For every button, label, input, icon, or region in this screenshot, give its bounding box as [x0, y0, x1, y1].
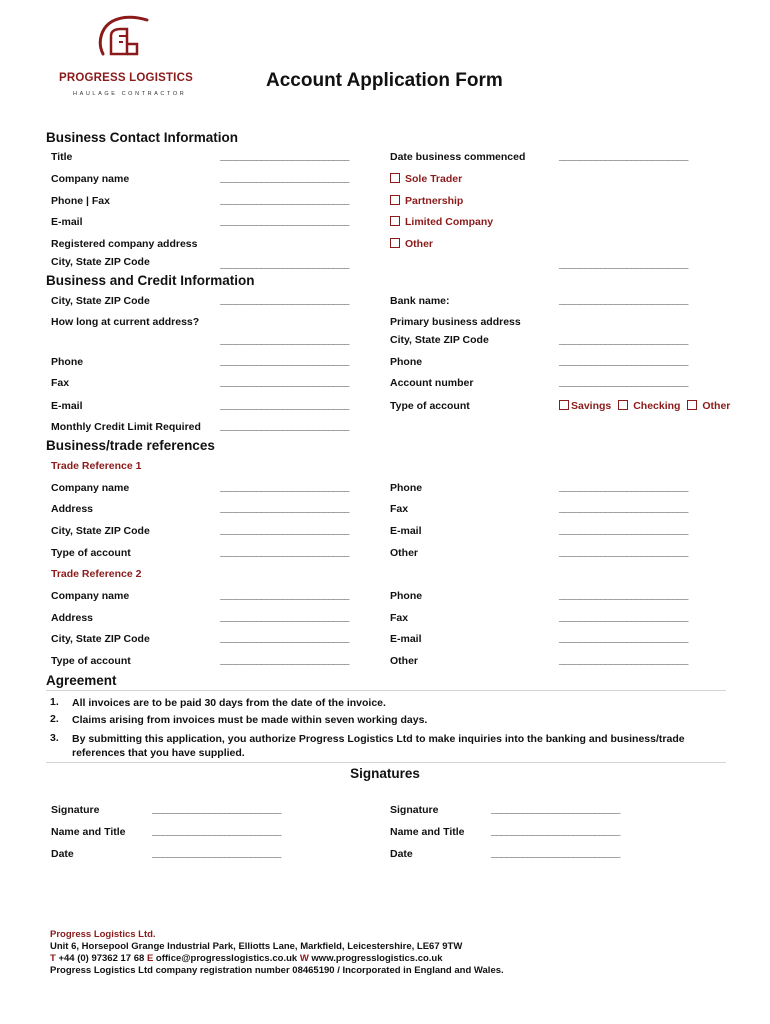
label-signature-left: Signature [51, 804, 100, 816]
brand-name: PROGRESS LOGISTICS [59, 72, 193, 84]
checkbox-other[interactable] [390, 238, 433, 250]
label-ref1-type: Type of account [51, 547, 131, 559]
field-credit-email[interactable]: _________________________ [220, 400, 350, 411]
checkbox-label: Partnership [405, 195, 464, 207]
field-ref1-type[interactable]: _________________________ [220, 547, 350, 558]
label-ref1-phone: Phone [390, 482, 423, 494]
section-credit-heading: Business and Credit Information [46, 273, 255, 288]
brand-tagline: HAULAGE CONTRACTOR [73, 91, 187, 97]
field-ref1-other[interactable]: _________________________ [559, 547, 689, 558]
field-ref2-address[interactable]: _________________________ [220, 612, 350, 623]
field-name-title-right[interactable]: _________________________ [491, 826, 621, 837]
agreement-text-1: All invoices are to be paid 30 days from the date of the invoice. [72, 697, 386, 709]
field-signature-right[interactable]: _________________________ [491, 804, 621, 815]
label-company-name: Company name [51, 173, 130, 185]
field-credit-city[interactable]: _________________________ [220, 295, 350, 306]
truck-logo-icon [93, 14, 153, 60]
trade-reference-1-heading: Trade Reference 1 [51, 460, 142, 472]
checkbox-icon [618, 400, 628, 410]
label-ref2-phone: Phone [390, 590, 423, 602]
field-email[interactable]: _________________________ [220, 216, 350, 227]
label-type-of-account: Type of account [390, 400, 470, 412]
checkbox-icon [390, 195, 400, 205]
field-ref1-address[interactable]: _________________________ [220, 503, 350, 514]
label-ref2-fax: Fax [390, 612, 409, 624]
field-account-number[interactable]: _________________________ [559, 377, 689, 388]
label-bank-name: Bank name: [390, 295, 450, 307]
label-phone-fax: Phone | Fax [51, 195, 110, 207]
field-name-title-left[interactable]: _________________________ [152, 826, 282, 837]
label-ref1-city: City, State ZIP Code [51, 525, 150, 537]
field-ref2-city[interactable]: _________________________ [220, 633, 350, 644]
label-date-right: Date [390, 848, 413, 860]
field-company-name[interactable]: _________________________ [220, 173, 350, 184]
label-email: E-mail [51, 216, 83, 228]
footer-phone-label: T [50, 953, 56, 964]
agreement-divider [46, 690, 726, 691]
label-credit-phone: Phone [51, 356, 84, 368]
field-date-commenced[interactable]: _________________________ [559, 151, 689, 162]
label-signature-right: Signature [390, 804, 439, 816]
checkbox-icon [390, 173, 400, 183]
footer-company: Progress Logistics Ltd. [50, 929, 156, 940]
field-ref1-city[interactable]: _________________________ [220, 525, 350, 536]
field-ref2-phone[interactable]: _________________________ [559, 590, 689, 601]
field-title[interactable]: _________________________ [220, 151, 350, 162]
checkbox-checking[interactable] [618, 400, 680, 412]
section-references-heading: Business/trade references [46, 438, 215, 453]
field-ref2-type[interactable]: _________________________ [220, 655, 350, 666]
label-ref1-other: Other [390, 547, 419, 559]
field-bank-phone[interactable]: _________________________ [559, 356, 689, 367]
label-ref2-type: Type of account [51, 655, 131, 667]
footer-website[interactable]: www.progresslogistics.co.uk [308, 953, 443, 964]
field-phone-fax[interactable]: _________________________ [220, 195, 350, 206]
footer-address: Unit 6, Horsepool Grange Industrial Park, Elliotts Lane, Markfield, Leicestershire, LE67 9TW [50, 941, 463, 952]
label-credit-fax: Fax [51, 377, 70, 389]
checkbox-label: Other [702, 400, 731, 412]
checkbox-icon [390, 216, 400, 226]
label-name-title-left: Name and Title [51, 826, 126, 838]
agreement-text-3: By submitting this application, you authorize Progress Logistics Ltd to make inquiries into the banking and business/trade references that you have supplied. [72, 733, 685, 759]
section-agreement-heading: Agreement [46, 673, 117, 688]
agreement-text-2: Claims arising from invoices must be made within seven working days. [72, 714, 428, 726]
section-signatures-heading: Signatures [350, 766, 420, 781]
footer-registration: Progress Logistics Ltd company registration number 08465190 / Incorporated in England and Wales. [50, 965, 504, 976]
checkbox-partnership[interactable] [390, 195, 463, 207]
field-credit-fax[interactable]: _________________________ [220, 377, 350, 388]
section-contact-heading: Business Contact Information [46, 130, 239, 145]
label-ref1-email: E-mail [390, 525, 422, 537]
footer-email[interactable]: office@progresslogistics.co.uk [153, 953, 300, 964]
label-date-commenced: Date business commenced [390, 151, 526, 163]
field-date-right[interactable]: _________________________ [491, 848, 621, 859]
company-logo [55, 14, 195, 104]
label-ref2-city: City, State ZIP Code [51, 633, 150, 645]
field-date-left[interactable]: _________________________ [152, 848, 282, 859]
checkbox-label: Checking [633, 400, 681, 412]
label-ref1-address: Address [51, 503, 94, 515]
signatures-divider [46, 762, 726, 763]
page-title: Account Application Form [266, 70, 503, 91]
footer-contact [50, 953, 443, 964]
label-registered-address: Registered company address [51, 238, 198, 250]
field-ref1-company[interactable]: _________________________ [220, 482, 350, 493]
label-title: Title [51, 151, 73, 163]
checkbox-other-account[interactable] [687, 400, 730, 412]
field-registered-address[interactable]: _________________________ [220, 259, 350, 270]
field-ref2-company[interactable]: _________________________ [220, 590, 350, 601]
label-primary-address: Primary business address [390, 316, 521, 328]
field-ref1-fax[interactable]: _________________________ [559, 503, 689, 514]
checkbox-icon [559, 400, 569, 410]
label-how-long: How long at current address? [51, 316, 200, 328]
checkbox-savings[interactable] [559, 400, 611, 412]
label-ref1-fax: Fax [390, 503, 409, 515]
agreement-num-2: 2. [50, 713, 59, 725]
label-credit-email: E-mail [51, 400, 83, 412]
checkbox-icon [390, 238, 400, 248]
checkbox-label: Other [405, 238, 434, 250]
field-credit-phone[interactable]: _________________________ [220, 356, 350, 367]
checkbox-label: Sole Trader [405, 173, 463, 185]
label-ref2-company: Company name [51, 590, 130, 602]
field-other-type[interactable]: _________________________ [559, 259, 689, 270]
label-city-state-zip: City, State ZIP Code [51, 256, 150, 268]
label-credit-city: City, State ZIP Code [51, 295, 150, 307]
field-signature-left[interactable]: _________________________ [152, 804, 282, 815]
agreement-num-3: 3. [50, 732, 59, 744]
checkbox-icon [687, 400, 697, 410]
checkbox-label: Savings [571, 400, 612, 412]
label-name-title-right: Name and Title [390, 826, 465, 838]
field-ref2-email[interactable]: _________________________ [559, 633, 689, 644]
label-ref2-email: E-mail [390, 633, 422, 645]
label-credit-limit: Monthly Credit Limit Required [51, 421, 201, 433]
checkbox-sole-trader[interactable] [390, 173, 462, 185]
label-account-number: Account number [390, 377, 474, 389]
field-primary-address[interactable]: _________________________ [559, 335, 689, 346]
account-type-options [559, 400, 730, 412]
footer-phone: +44 (0) 97362 17 68 [55, 953, 147, 964]
label-date-left: Date [51, 848, 74, 860]
field-ref1-phone[interactable]: _________________________ [559, 482, 689, 493]
agreement-num-1: 1. [50, 696, 59, 708]
label-ref1-company: Company name [51, 482, 130, 494]
footer-web-label: W [299, 953, 309, 964]
field-bank-name[interactable]: _________________________ [559, 295, 689, 306]
label-bank-phone: Phone [390, 356, 423, 368]
label-credit-city-right: City, State ZIP Code [390, 334, 489, 346]
field-credit-limit[interactable]: _________________________ [220, 421, 350, 432]
field-ref1-email[interactable]: _________________________ [559, 525, 689, 536]
footer-email-label: E [146, 953, 154, 964]
label-ref2-other: Other [390, 655, 419, 667]
checkbox-limited-company[interactable] [390, 216, 493, 228]
field-ref2-fax[interactable]: _________________________ [559, 612, 689, 623]
field-ref2-other[interactable]: _________________________ [559, 655, 689, 666]
trade-reference-2-heading: Trade Reference 2 [51, 568, 142, 580]
checkbox-label: Limited Company [405, 216, 494, 228]
field-how-long[interactable]: _________________________ [220, 335, 350, 346]
label-ref2-address: Address [51, 612, 94, 624]
